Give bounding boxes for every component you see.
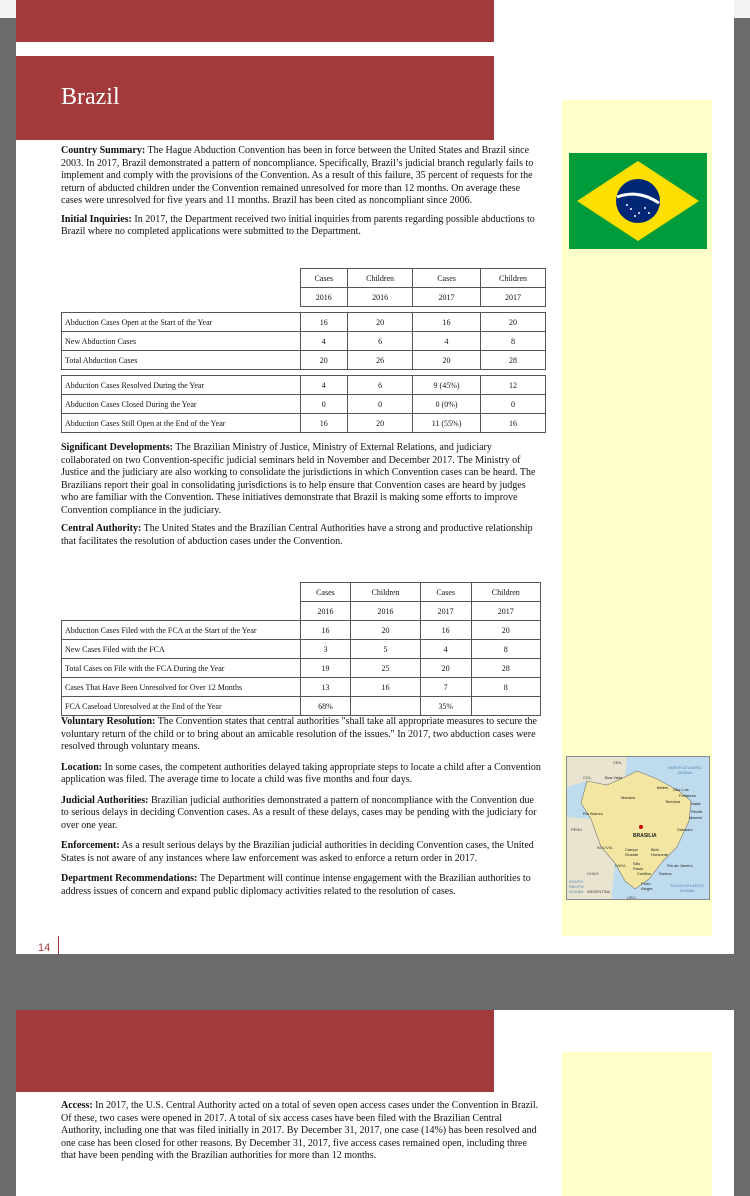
map-label: Teresina (665, 799, 681, 804)
map-label: Belém (657, 785, 669, 790)
map-label: Belo Horizonte (651, 847, 669, 857)
paragraph-enforcement: Enforcement: As a result serious delays by the Brazilian judicial authorities in deciding Convention cases, the United States is not aware of any instances where law enforcement was asked to enforce a return order in 2017. (61, 840, 534, 864)
fca-cases-table: Cases Children Cases Children 2016 2016 2017 2017 Abduction Cases Filed with the FCA at the Start of the Year 16 20 16 20 New Cases Filed with the FCA 3 5 4 8 Total Cases on File with the FCA During the Year 19 25 20 28 Cases That Have Been Unresolved for Over 12 Months 13 16 7 8 FCA Caseload Unresolved at the End of the Year 68% 35% (61, 582, 541, 716)
page-number-divider (58, 936, 59, 954)
map-label: Rio de Janeiro (667, 863, 693, 868)
country-banner (16, 56, 494, 140)
table-row: FCA Caseload Unresolved at the End of the Year 68% 35% (62, 697, 541, 716)
map-label: CHILE (587, 871, 599, 876)
abduction-cases-table: Cases Children Cases Children 2016 2016 2017 2017 Abduction Cases Open at the Start of the Year 16 20 16 20 New Abduction Cases 4 6 4 8 Total Abduction Cases 20 26 20 28 Abduction Cases Resolved During the Year 4 6 9 (45%) 12 Abduction Cases Closed During the Year 0 0 0 (0%) 0 Abduction Cases Still Open at the End of the Year 16 20 11 (55%) 16 (61, 268, 546, 433)
developments-section (61, 442, 543, 548)
top-red-strip (16, 0, 494, 42)
map-label: BOLIVIA (597, 845, 613, 850)
map-label: Fortaleza (679, 793, 696, 798)
map-label: Salvador (677, 827, 693, 832)
paragraph-voluntary: Voluntary Resolution: The Convention states that central authorities "shall take all appropriate measures to secure the voluntary return of the child or to bring about an amicable resolution of the issues." In 2017, two abduction cases were resolved through voluntary means. (61, 716, 537, 752)
map-label: COL. (583, 775, 593, 780)
map-label: Maceió (689, 815, 702, 820)
summary-section (61, 145, 543, 239)
sidebar-panel-next (562, 1052, 712, 1196)
map-label: Rio Branco (583, 811, 603, 816)
table-row: Abduction Cases Still Open at the End of the Year 16 20 11 (55%) 16 (62, 414, 546, 433)
table-row: Abduction Cases Open at the Start of the Year 16 20 16 20 (62, 313, 546, 332)
map-label: São Paulo (633, 861, 644, 871)
paragraph-central-authority: Central Authority: The United States and the Brazilian Central Authorities have a strong and productive relationship that facilitates the resolution of abduction cases under the Convention. (61, 523, 533, 547)
map-label: ARGENTINA (587, 889, 611, 894)
map-label: Boa Vista (605, 775, 623, 780)
paragraph-inquiries: Initial Inquiries: In 2017, the Department received two initial inquiries from parents regarding possible abductions to Brazil where no completed applications were submitted to the Department. (61, 213, 535, 237)
map-label: NORTH ATLANTIC OCEAN (667, 765, 703, 775)
map-label: Recife (691, 809, 703, 814)
resolution-section (61, 716, 543, 898)
document-page-next (16, 1010, 734, 1196)
map-label: Santos (659, 871, 672, 876)
map-label: SOUTH ATLANTIC OCEAN (670, 883, 704, 893)
table-row: Total Abduction Cases 20 26 20 28 (62, 351, 546, 370)
paragraph-summary: Country Summary: The Hague Abduction Convention has been in force between the United States and Brazil since 2003. In 2017, Brazil demonstrated a pattern of noncompliance. Specifically, Brazil’s judicial branch regularly fails to implement and comply with the provisions of the Convention. As a result of this failure, 35 percent of requests for the return of abducted children under the Convention remained unresolved for more than 12 months. On average these cases were unresolved for five years and 11 months. Brazil has been cited as noncompliant since 2006. (61, 145, 534, 206)
table-row: Total Cases on File with the FCA During the Year 19 25 20 28 (62, 659, 541, 678)
table-row: Abduction Cases Closed During the Year 0 0 0 (0%) 0 (62, 395, 546, 414)
access-section (61, 1100, 543, 1163)
paragraph-location: Location: In some cases, the competent authorities delayed taking appropriate steps to locate a child after a Convention application was filed. The average time to locate a child was five months and four days. (61, 761, 541, 785)
map-label: São Luís (673, 787, 689, 792)
map-label: PARA. (615, 863, 627, 868)
paragraph-judicial: Judicial Authorities: Brazilian judicial authorities demonstrated a pattern of noncompliance with the Convention due to serious delays in deciding Convention cases. As a result of these delays, cases may be pending with the judiciary for over one year. (61, 794, 537, 831)
map-label: VEN. (613, 760, 623, 765)
paragraph-access: Access: In 2017, the U.S. Central Authority acted on a total of seven open access cases under the Convention in Brazil. Of these, two cases were opened in 2017. A total of six access cases have been filed with the Brazilian Central Authority, including one that was filed initially in 2017. By December 31, 2017, one case (14%) has been resolved and one case has been closed for other reasons. By December 31, 2017, five access cases remained open, including three that have been pending with the Brazilian authorities for more than 12 months. (61, 1100, 539, 1161)
document-page (16, 0, 734, 954)
paragraph-recommendations: Department Recommendations: The Department will continue intense engagement with the Brazilian authorities to address issues of concern and expand public diplomacy activities related to the resolution of cases. (61, 873, 531, 897)
map-label: Manaus (621, 795, 636, 800)
country-title: Brazil (61, 84, 120, 110)
brazil-flag-icon (569, 153, 707, 249)
table-row: New Cases Filed with the FCA 3 5 4 8 (62, 640, 541, 659)
paragraph-developments: Significant Developments: The Brazilian Ministry of Justice, Ministry of External Relations, and judiciary collaborated on two Convention-specific judicial seminars held in November and December 2017. The Ministry of Justice and the judiciary are also working to consolidate the jurisdictions in which Convention cases can be heard. The Brazilians report their goal in consolidating jurisdictions is to help ensure that Convention cases are heard by judges who are familiar with the Convention. These initiatives demonstrate that Brazil is making some efforts to improve Convention compliance in the judiciary. (61, 442, 536, 516)
table-row: New Abduction Cases 4 6 4 8 (62, 332, 546, 351)
map-label: SOUTH PACIFIC OCEAN (569, 879, 585, 894)
map-label: BRASILIA (633, 833, 657, 839)
table-row: Abduction Cases Filed with the FCA at the Start of the Year 16 20 16 20 (62, 621, 541, 640)
map-label: PERU (571, 827, 583, 832)
brazil-map-icon (566, 756, 710, 900)
table-row: Abduction Cases Resolved During the Year 4 6 9 (45%) 12 (62, 376, 546, 395)
map-label: Natal (691, 801, 701, 806)
next-page-red-strip (16, 1010, 494, 1092)
table-row: Cases That Have Been Unresolved for Over 12 Months 13 16 7 8 (62, 678, 541, 697)
map-label: URU. (627, 895, 637, 900)
page-number: 14 (38, 942, 51, 954)
map-label: Campo Grande (625, 847, 639, 857)
map-label: Curitiba (637, 871, 651, 876)
map-label: Porto Alegre (641, 881, 653, 891)
